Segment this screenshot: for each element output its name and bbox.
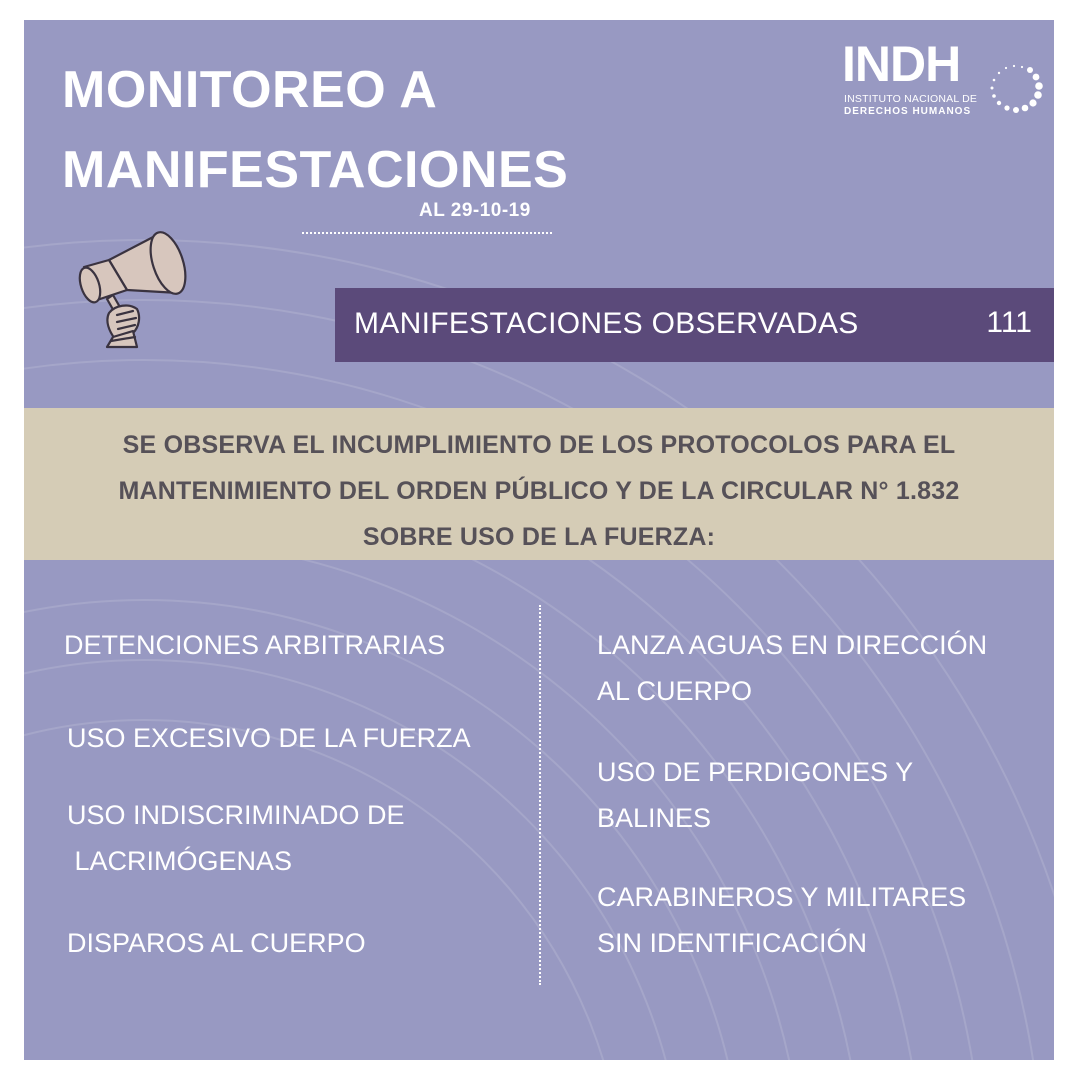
violation-line: DETENCIONES ARBITRARIAS <box>64 630 446 660</box>
megaphone-icon <box>69 205 209 350</box>
violation-item <box>67 920 366 966</box>
notice-text <box>54 422 1024 560</box>
violation-item <box>67 792 405 884</box>
violation-line: AL CUERPO <box>597 676 753 706</box>
notice-line-2: MANTENIMIENTO DEL ORDEN PÚBLICO Y DE LA CIRCULAR N° 1.832 <box>118 477 960 505</box>
violation-item <box>64 622 445 668</box>
violation-line: LANZA AGUAS EN DIRECCIÓN <box>597 630 988 660</box>
violation-item <box>597 874 966 966</box>
violation-item <box>67 715 471 761</box>
violation-line: USO EXCESIVO DE LA FUERZA <box>67 723 471 753</box>
logo-subtitle-1: INSTITUTO NACIONAL DE <box>844 93 978 105</box>
notice-line-3: SOBRE USO DE LA FUERZA: <box>362 523 716 551</box>
indh-logo <box>842 38 1047 118</box>
observed-protests-bar <box>335 288 1054 362</box>
title-line-1: MONITOREO A <box>62 61 438 119</box>
violation-line: SIN IDENTIFICACIÓN <box>597 928 868 958</box>
logo-wordmark: INDH <box>842 36 961 92</box>
violation-line: USO DE PERDIGONES Y <box>597 757 914 787</box>
violation-item <box>597 749 913 841</box>
notice-line-1: SE OBSERVA EL INCUMPLIMIENTO DE LOS PROTOCOLOS PARA EL <box>122 431 956 459</box>
page-title <box>62 50 568 210</box>
violation-line: CARABINEROS Y MILITARES <box>597 882 967 912</box>
logo-subtitle-2: DERECHOS HUMANOS <box>844 106 972 117</box>
violation-line: LACRIMÓGENAS <box>67 846 293 876</box>
notice-band <box>24 408 1054 560</box>
column-divider <box>539 605 541 985</box>
violation-item <box>597 622 987 714</box>
violation-line: DISPAROS AL CUERPO <box>67 928 366 958</box>
violation-line: BALINES <box>597 803 712 833</box>
violation-line: USO INDISCRIMINADO DE <box>67 800 405 830</box>
date-divider <box>302 232 552 234</box>
observed-protests-label: MANIFESTACIONES OBSERVADAS <box>354 307 859 340</box>
title-line-2: MANIFESTACIONES <box>62 141 569 199</box>
report-date: AL 29-10-19 <box>419 200 531 221</box>
infographic-card <box>24 20 1054 1060</box>
dotted-circle-icon <box>982 56 1046 120</box>
observed-protests-count: 111 <box>986 306 1032 339</box>
